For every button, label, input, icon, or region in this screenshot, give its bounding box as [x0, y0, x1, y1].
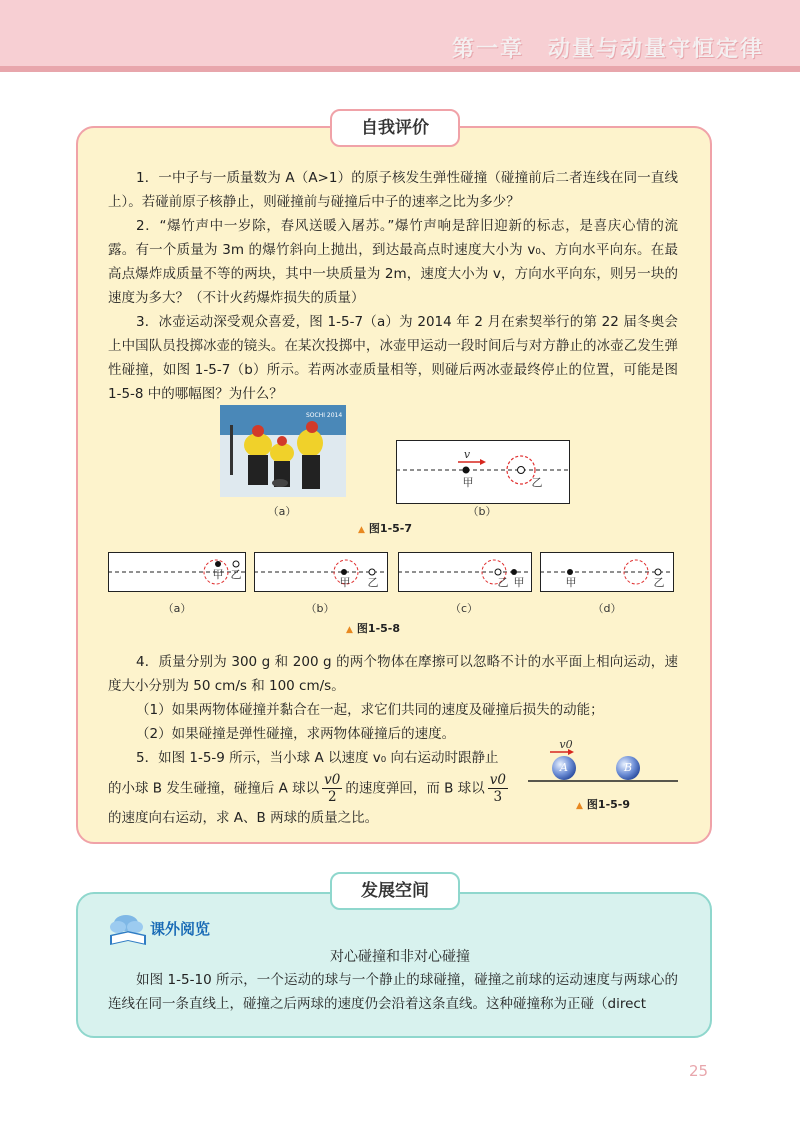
fig159-ball-b: B	[623, 761, 633, 774]
question-5-line-1: 5．如图 1-5-9 所示，当小球 A 以速度 v₀ 向右运动时跟静止	[136, 750, 499, 766]
development-tab: 发展空间	[330, 872, 460, 910]
fig158-panel-a	[108, 552, 246, 592]
question-3: 3．冰壶运动深受观众喜爱，图 1-5-7（a）为 2014 年 2 月在索契举行的第 22 届冬奥会上中国队员投掷冰壶的镜头。在某次投掷中，冰壶甲运动一段时间后与对方静止的冰壶乙发生弹性碰撞，如图 1-5-7（b）所示。若两冰壶质量相等，则碰后两冰壶最终停止的位置，可能是图 1-5-8 中的哪幅图？为什么？	[108, 314, 678, 402]
fig157-yi: 乙	[531, 476, 543, 489]
fig158-caption-text: 图1-5-8	[356, 622, 401, 635]
fig157-b-diagram	[396, 440, 570, 504]
fig158-label-b: （b）	[305, 602, 335, 615]
fig157-velocity-label: v	[463, 448, 471, 461]
question-4-intro: 4．质量分别为 300 g 和 200 g 的两个物体在摩擦可以忽略不计的水平面上相向运动，速度大小分别为 50 cm/s 和 100 cm/s。	[108, 654, 678, 694]
fig158-b-yi: 乙	[367, 576, 379, 589]
fig157-caption	[358, 520, 412, 536]
fig157-sub-b: （b）	[467, 505, 497, 518]
reading-label: 课外阅览	[150, 920, 211, 938]
fig158-label-d: （d）	[592, 602, 622, 615]
fig159-caption	[576, 796, 630, 812]
fig158-d-yi: 乙	[653, 576, 665, 589]
fig159-caption-text: 图1-5-9	[586, 798, 631, 811]
fig159-diagram	[528, 740, 678, 788]
fig158-label-a: （a）	[162, 602, 192, 615]
question-5-line-2	[108, 772, 528, 805]
article-title: 对心碰撞和非对心碰撞	[330, 949, 470, 965]
fig158-c-jia: 甲	[513, 576, 525, 589]
triangle-icon: ▲	[346, 625, 353, 635]
fig158-c-yi: 乙	[497, 576, 509, 589]
question-5-line-3: 的速度向右运动，求 A、B 两球的质量之比。	[108, 810, 379, 826]
curling-photo	[220, 405, 346, 497]
question-1: 1．一中子与一质量数为 A（A>1）的原子核发生弹性碰撞（碰撞前后二者连线在同一直线上）。若碰前原子核静止，则碰撞前与碰撞后中子的速率之比为多少？	[108, 170, 678, 210]
header-band	[0, 66, 800, 72]
triangle-icon: ▲	[576, 801, 583, 811]
fig158-a-jia: 甲	[212, 568, 224, 581]
fig158-d-jia: 甲	[565, 576, 577, 589]
question-4-part-1: （1）如果两物体碰撞并黏合在一起，求它们共同的速度及碰撞后损失的动能；	[136, 702, 604, 718]
fig158-caption	[346, 620, 400, 636]
question-4-part-2: （2）如果碰撞是弹性碰撞，求两物体碰撞后的速度。	[136, 726, 456, 742]
question-2: 2．“爆竹声中一岁除，春风送暖入屠苏。”爆竹声响是辞旧迎新的标志，是喜庆心情的流露。有一个质量为 3m 的爆竹斜向上抛出，到达最高点时速度大小为 v₀、方向水平向东。在最高点爆炸成质量不等的两块，其中一块质量为 2m，速度大小为 v，方向水平向东，则另一块的速度为多大？（不计火药爆炸损失的质量）	[108, 218, 678, 306]
fraction-v0-over-3: $\frac{v0}{3}$	[489, 772, 506, 805]
page-number: 25	[689, 1062, 709, 1080]
fig159-velocity-label: v0	[559, 738, 573, 751]
fig157-jia: 甲	[462, 476, 474, 489]
fig159-ball-a: A	[560, 761, 568, 774]
article-text: 如图 1-5-10 所示，一个运动的球与一个静止的球碰撞，碰撞之前球的运动速度与两球心的连线在同一条直线上，碰撞之后两球的速度仍会沿着这条直线。这种碰撞称为正碰（direct	[108, 972, 678, 1012]
fig158-a-yi: 乙	[230, 568, 242, 581]
chapter-title: 第一章 动量与动量守恒定律	[451, 37, 764, 62]
triangle-icon: ▲	[358, 525, 365, 535]
fig157-sub-a: （a）	[267, 505, 297, 518]
fraction-v0-over-2: $\frac{v0}{2}$	[324, 772, 341, 805]
self-eval-tab: 自我评价	[330, 109, 460, 147]
q5-text-a: 的小球 B 发生碰撞，碰撞后 A 球以	[108, 780, 320, 797]
fig158-label-c: （c）	[449, 602, 479, 615]
fig158-b-jia: 甲	[339, 576, 351, 589]
book-cloud-icon	[108, 913, 148, 947]
fig157-caption-text: 图1-5-7	[368, 522, 413, 535]
photo-banner: SOCHI 2014	[306, 412, 343, 419]
q5-text-b: 的速度弹回，而 B 球以	[345, 780, 485, 797]
